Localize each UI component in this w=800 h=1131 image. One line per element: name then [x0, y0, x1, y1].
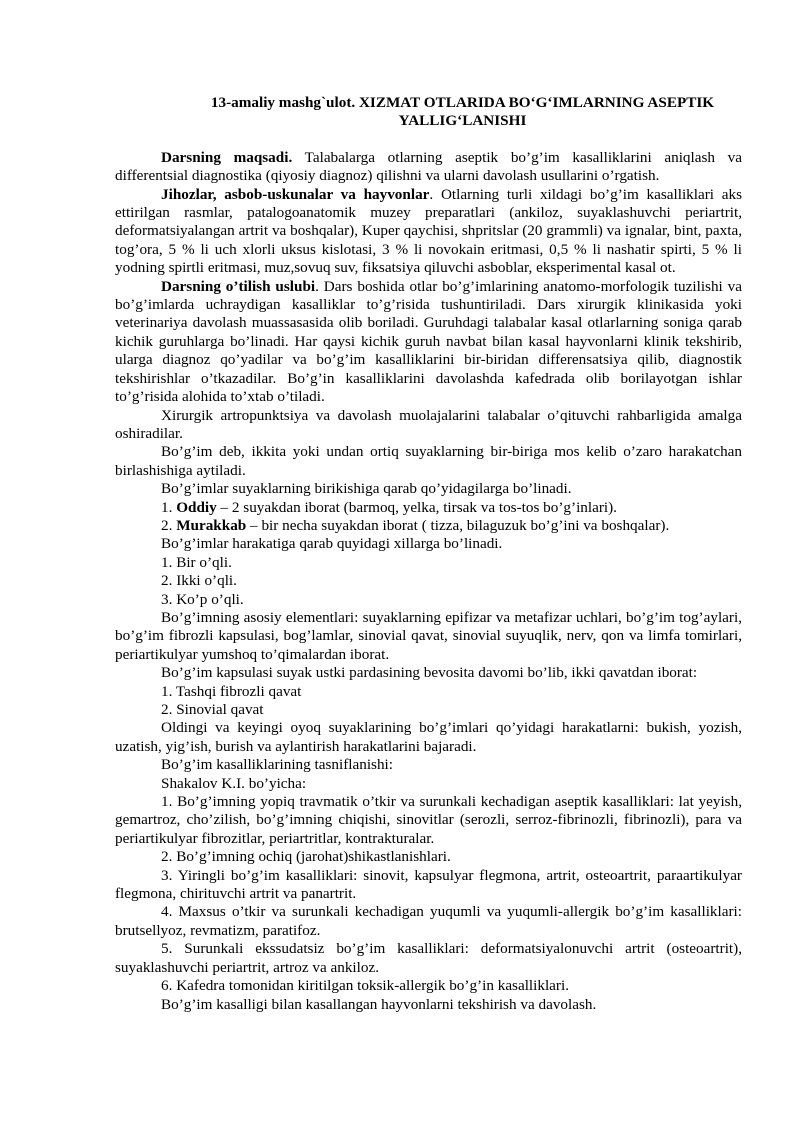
paragraph-movement-types: Bo’g’imlar harakatiga qarab quyidagi xillarga bo’linadi. [161, 535, 503, 553]
list-item: 4. Maxsus o’tkir va surunkali kechadigan yuqumli va yuqumli-allergik bo’g’im kasalliklari: brutsellyoz, revmatizm, paratifoz. [115, 903, 742, 939]
list-item: 2. Ikki o’qli. [161, 572, 237, 590]
list-item: 2. Bo’g’imning ochiq (jarohat)shikastlanishlari. [161, 848, 451, 866]
paragraph-joint-capsule: Bo’g’im kapsulasi suyak ustki pardasining bevosita davomi bo’lib, ikki qavatdan iborat: [161, 664, 698, 682]
paragraph-limb-movements: Oldingi va keyingi oyoq suyaklarining bo’g’imlari qo’yidagi harakatlarni: bukish, yozish, uzatish, yig’ish, burish va aylantirish harakatlarini bajaradi. [115, 719, 742, 755]
paragraph-joint-types: Bo’g’imlar suyaklarning birikishiga qarab qo’yidagilarga bo’linadi. [161, 480, 572, 498]
list-item: 5. Surunkali ekssudatsiz bo’g’im kasalliklari: deformatsiyalonuvchi artrit (osteoartrit), suyaklashuvchi periartrit, artroz va ankiloz. [115, 940, 742, 976]
paragraph-classification-author: Shakalov K.I. bo’yicha: [161, 774, 307, 792]
list-item-complex-joint [115, 517, 742, 535]
paragraph-joint-elements: Bo’g’imning asosiy elementlari: suyaklarning epifizar va metafizar uchlari, bo’g’im tog’aylari, bo’g’im fibrozli kapsulasi, bog’lamlar, sinovial qavat, sinovial suyuqlik, nerv, qon va limfa tomirlari, periartikulyar yumshoq to’qimalardan iborat. [115, 608, 742, 663]
paragraph-classification: Bo’g’im kasalliklarining tasniflanishi: [161, 756, 393, 774]
complex-joint-text: – bir necha suyakdan iborat ( tizza, bilaguzuk bo’g’ini va boshqalar). [246, 516, 670, 534]
title-line-1: 13-amaliy mashg`ulot. XIZMAT OTLARIDA BO‘G‘IMLARNING ASEPTIK [210, 94, 715, 111]
document-title [183, 94, 742, 131]
title-line-2: YALLIG‘LANISHI [398, 112, 527, 130]
paragraph-method [115, 278, 742, 407]
method-heading: Darsning o’tilish uslubi [161, 277, 316, 295]
goal-heading: Darsning maqsadi. [161, 148, 293, 166]
document-page [115, 94, 742, 1014]
paragraph-examination: Bo’g’im kasalligi bilan kasallangan hayvonlarni tekshirish va davolash. [161, 995, 597, 1013]
list-item: 2. Sinovial qavat [161, 701, 264, 718]
method-text: . Dars boshida otlar bo’g’imlarining anatomo-morfologik tuzilishi va bo’g’imlarda uchraydigan kasalliklar to’g’risida tushuntiriladi. Dars xirurgik klinikasida yoki veterinariya davolash muassasasida olib boriladi. Guruhdagi talabalar kasal otlarlarning soniga qarab kichik guruhlarga bo’linadi. Har qaysi kichik guruh navbat bilan kasal hayvonlarni klinik tekshirib, ularga diagnoz qo’yadilar va bo’g’im kasalliklarini bir-biridan differensatsiya qilib, diagnostik tekshirishlar o’tkazadilar. Bo’g’in kasalliklarini davolashda kafedrada olib borilayotgan ishlar to’g’risida alohida to’xtab o’tiladi. [115, 277, 742, 406]
equipment-heading: Jihozlar, asbob-uskunalar va hayvonlar [161, 185, 430, 203]
goal-text: Talabalarga otlarning aseptik bo’g’im kasalliklarini aniqlash va differentsial diagnostika (qiyosiy diagnoz) qilishni va ularni davolash usullarini o’rgatish. [115, 148, 742, 185]
paragraph-joint-definition: Bo’g’im deb, ikkita yoki undan ortiq suyaklarning bir-biriga mos kelib o’zaro harakatchan birlashishiga aytiladi. [115, 443, 742, 479]
list-item-simple-joint [115, 499, 742, 517]
paragraph-goal [115, 149, 742, 186]
list-item: 1. Bo’g’imning yopiq travmatik o’tkir va surunkali kechadigan aseptik kasalliklari: lat yeyish, gemartroz, cho’zilish, bo’g’imning chiqishi, sinovitlar (serozli, serroz-fibrinozli, fibrinozli), para va periartikulyar fibrozitlar, periartritlar, kontrakturalar. [115, 793, 742, 847]
list-number: 1. [161, 498, 177, 516]
list-item: 6. Kafedra tomonidan kiritilgan toksik-allergik bo’g’in kasalliklari. [161, 977, 569, 995]
equipment-text: . Otlarning turli xildagi bo’g’im kasalliklari aks ettirilgan rasmlar, patalogoanatomik muzey preparatlari (ankiloz, suyaklashuvchi periartrit, deformatsiyalangan artrit va boshqalar), Kuper qaychisi, shpritslar (20 grammli) va ignalar, bint, paxta, tog’ora, 5 % li uch xlorli uksus kislotasi, 3 % li novokain eritmasi, 0,5 % li nashatir spirti, 5 % li yodning spirtli eritmasi, muz,sovuq suv, fiksatsiya qiluvchi asboblar, eksperimental kasal ot. [115, 185, 742, 277]
list-item: 3. Ko’p o’qli. [161, 590, 244, 608]
simple-joint-term: Oddiy [176, 498, 217, 516]
simple-joint-text: – 2 suyakdan iborat (barmoq, yelka, tirsak va tos-tos bo’g’inlari). [216, 498, 617, 516]
list-number: 2. [161, 516, 177, 534]
list-item: 1. Tashqi fibrozli qavat [161, 682, 302, 700]
complex-joint-term: Murakkab [176, 516, 247, 534]
paragraph-arthropuncture: Xirurgik artropunktsiya va davolash muolajalarini talabalar o’qituvchi rahbarligida amalga oshiradilar. [115, 406, 742, 442]
list-item: 3. Yiringli bo’g’im kasalliklari: sinovit, kapsulyar flegmona, artrit, osteoartrit, paraartikulyar flegmona, chirituvchi artrit va panartrit. [115, 866, 742, 903]
list-item: 1. Bir o’qli. [161, 553, 232, 571]
paragraph-equipment [115, 186, 742, 278]
